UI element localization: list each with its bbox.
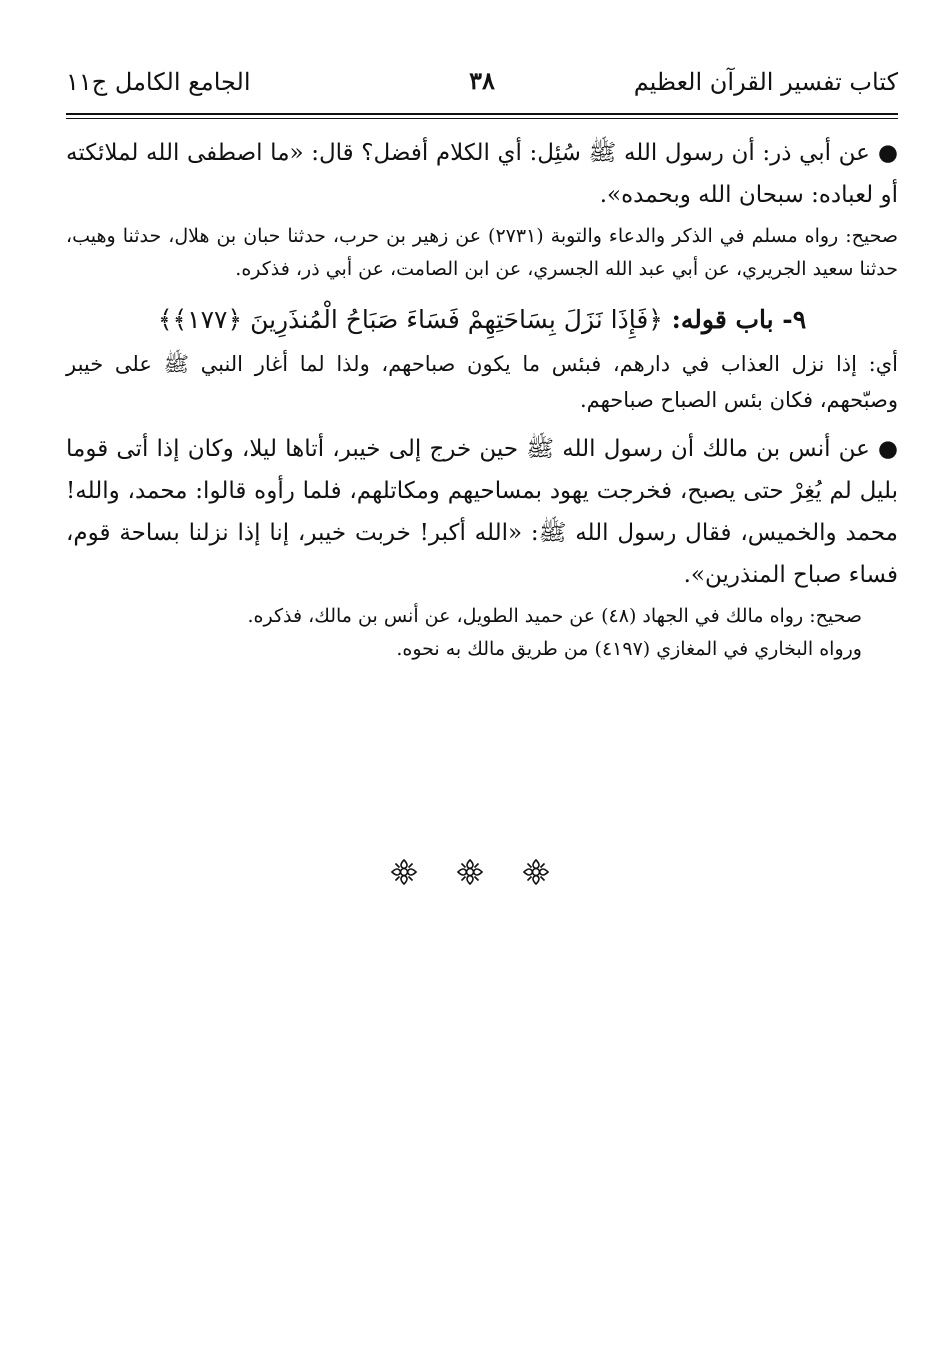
hadith-1 [66,132,898,216]
section-ornaments [0,858,940,898]
chapter-verse: ﴿فَإِذَا نَزَلَ بِسَاحَتِهِمْ فَسَاءَ صَبَاحُ الْمُنذَرِينَ ﴿١٧٧﴾﴾ [157,305,663,334]
hadith-2-note-1: صحيح: رواه مالك في الجهاد (٤٨) عن حميد الطويل، عن أنس بن مالك، فذكره. [247,605,862,627]
chapter-label: ٩- باب قوله: [671,305,807,334]
page-content [66,132,898,666]
book-title: كتاب تفسير القرآن العظيم [633,68,898,96]
hadith-1-note: صحيح: رواه مسلم في الذكر والدعاء والتوبة (٢٧٣١) عن زهير بن حرب، حدثنا حبان بن هلال، حدثنا وهيب، حدثنا سعيد الجريري، عن أبي عبد الله الجسري، عن ابن الصامت، عن أبي ذر، فذكره. [66,225,898,280]
volume-label: الجامع الكامل ج١١ [66,68,251,96]
explanation: أي: إذا نزل العذاب في دارهم، فبئس ما يكون صباحهم، ولذا لما أغار النبي ﷺ على خيبر وصبّحهم، فكان بئس الصباح صباحهم. [66,352,898,412]
hadith-2-text: عن أنس بن مالك أن رسول الله ﷺ حين خرج إلى خيبر، أتاها ليلا، وكان إذا أتى قوما بليل لم يُغِرْ حتى يصبح، فخرجت يهود بمساحيهم ومكاتلهم، فلما رأوه قالوا: محمد، والله! محمد والخميس، فقال رسول الله ﷺ: «الله أكبر! خربت خيبر، إنا إذا نزلنا بساحة قوم، فساء صباح المنذرين». [66,436,898,588]
hadith-2-note-2: ورواه البخاري في المغازي (٤١٩٧) من طريق مالك به نحوه. [396,638,862,660]
page-header [66,62,898,108]
bullet-icon: ● [877,436,898,462]
header-rule [66,113,898,115]
hadith-1-text: عن أبي ذر: أن رسول الله ﷺ سُئِل: أي الكلام أفضل؟ قال: «ما اصطفى الله لملائكته أو لعباده: سبحان الله وبحمده». [66,140,898,208]
page-number: ٣٨ [469,66,495,95]
bullet-icon: ● [877,140,898,166]
ornament-flower-icon [456,858,484,886]
hadith-2 [66,428,898,596]
ornament-flower-icon [390,858,418,886]
header-rule-thin [66,118,898,119]
chapter-heading [66,296,898,344]
ornament-flower-icon [522,858,550,886]
